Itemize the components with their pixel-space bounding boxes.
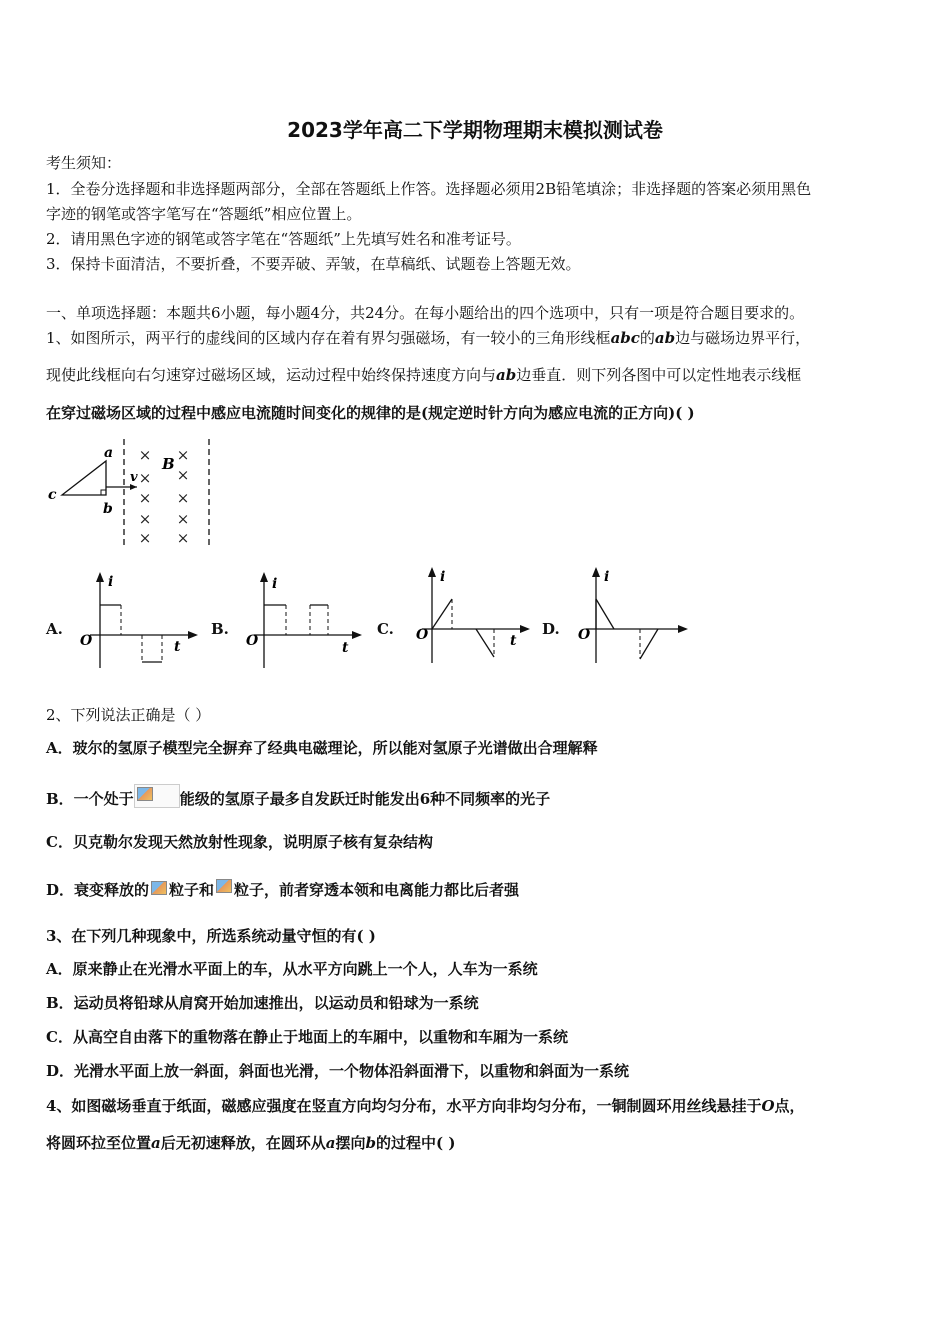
- field-cross: ×: [138, 489, 152, 507]
- option-D-label: D.: [542, 620, 560, 638]
- notice-item: 2．请用黑色字迹的钢笔或答字笔在“答题纸”上先填写姓名和准考证号。: [46, 230, 521, 248]
- q3-option-A: A．原来静止在光滑水平面上的车，从水平方向跳上一个人，人车为一系统: [46, 960, 538, 978]
- formula-image-icon: [149, 879, 169, 899]
- option-C-label: C.: [377, 620, 394, 638]
- axis-origin: O: [578, 627, 591, 643]
- field-cross: ×: [176, 510, 190, 528]
- axis-i: i: [108, 574, 114, 590]
- option-D-graph: [572, 563, 697, 673]
- right-angle-mark: [101, 490, 106, 495]
- axis-i: i: [440, 569, 446, 585]
- notice-heading: 考生须知：: [46, 154, 122, 172]
- label-c: c: [48, 487, 57, 503]
- q3-stem: 3、在下列几种现象中，所选系统动量守恒的有( ): [46, 927, 376, 945]
- formula-image-icon: [134, 784, 180, 808]
- section-heading: 一、单项选择题：本题共6小题，每小题4分，共24分。在每小题给出的四个选项中，只有一项是符合题目要求的。: [46, 304, 805, 322]
- axis-origin: O: [246, 633, 259, 649]
- label-v: v: [130, 470, 138, 485]
- label-b: b: [103, 501, 113, 517]
- q1-stem-line3: 在穿过磁场区域的过程中感应电流随时间变化的规律的是(规定逆时针方向为感应电流的正方向)( ): [46, 404, 695, 422]
- formula-image-icon: [214, 877, 234, 899]
- q2-option-A: A．玻尔的氢原子模型完全摒弃了经典电磁理论，所以能对氢原子光谱做出合理解释: [46, 739, 598, 757]
- q1-stem-line2: 现使此线框向右匀速穿过磁场区域，运动过程中始终保持速度方向与ab边垂直．则下列各图中可以定性地表示线框: [46, 366, 802, 384]
- field-cross: ×: [176, 529, 190, 547]
- field-cross: ×: [138, 469, 152, 487]
- q3-option-B: B．运动员将铅球从肩窝开始加速推出，以运动员和铅球为一系统: [46, 994, 479, 1012]
- axis-i: i: [604, 569, 610, 585]
- field-cross: ×: [138, 529, 152, 547]
- field-cross: ×: [138, 446, 152, 464]
- option-B-label: B.: [211, 620, 229, 638]
- q4-stem-line2: 将圆环拉至位置a后无初速释放，在圆环从a摆向b的过程中( ): [46, 1134, 456, 1152]
- option-A-label: A.: [46, 620, 63, 638]
- q3-option-D: D．光滑水平面上放一斜面，斜面也光滑，一个物体沿斜面滑下，以重物和斜面为一系统: [46, 1062, 630, 1080]
- axis-i: i: [272, 576, 278, 592]
- notice-item: 1．全卷分选择题和非选择题两部分，全部在答题纸上作答。选择题必须用2B铅笔填涂；非选择题的答案必须用黑色: [46, 180, 812, 198]
- axis-origin: O: [80, 633, 93, 649]
- axis-t: t: [342, 640, 349, 656]
- axis-t: t: [174, 639, 181, 655]
- label-B: B: [162, 455, 175, 473]
- notice-item: 3．保持卡面清洁，不要折叠，不要弄破、弄皱，在草稿纸、试题卷上答题无效。: [46, 255, 581, 273]
- q1-stem-line1: 1、如图所示，两平行的虚线间的区域内存在着有界匀强磁场，有一较小的三角形线框abc的ab边与磁场边界平行，: [46, 329, 811, 347]
- option-B-graph: [240, 568, 365, 678]
- q4-stem-line1: 4、如图磁场垂直于纸面，磁感应强度在竖直方向均匀分布，水平方向非均匀分布，一铜制圆环用丝线悬挂于O点，: [46, 1097, 805, 1115]
- field-cross: ×: [138, 510, 152, 528]
- q2-option-C: C．贝克勒尔发现天然放射性现象，说明原子核有复杂结构: [46, 833, 433, 851]
- option-A-graph: [76, 568, 201, 678]
- q2-option-D: D．衰变释放的 粒子和 粒子，前者穿透本领和电离能力都比后者强: [46, 877, 519, 900]
- notice-item: 字迹的钢笔或答字笔写在“答题纸”相应位置上。: [46, 205, 362, 223]
- field-cross: ×: [176, 466, 190, 484]
- axis-t: t: [510, 633, 517, 649]
- field-cross: ×: [176, 446, 190, 464]
- q1-setup-figure: [40, 435, 230, 555]
- q3-option-C: C．从高空自由落下的重物落在静止于地面上的车厢中，以重物和车厢为一系统: [46, 1028, 568, 1046]
- page-title: 2023学年高二下学期物理期末模拟测试卷: [287, 118, 663, 142]
- axis-origin: O: [416, 627, 429, 643]
- triangle-frame: [62, 461, 106, 495]
- option-C-graph: [408, 563, 533, 673]
- field-cross: ×: [176, 489, 190, 507]
- q2-stem: 2、下列说法正确是（ ）: [46, 706, 211, 724]
- label-a: a: [104, 445, 114, 461]
- q2-option-B: B．一个处于 能级的氢原子最多自发跃迁时能发出6种不同频率的光子: [46, 784, 550, 809]
